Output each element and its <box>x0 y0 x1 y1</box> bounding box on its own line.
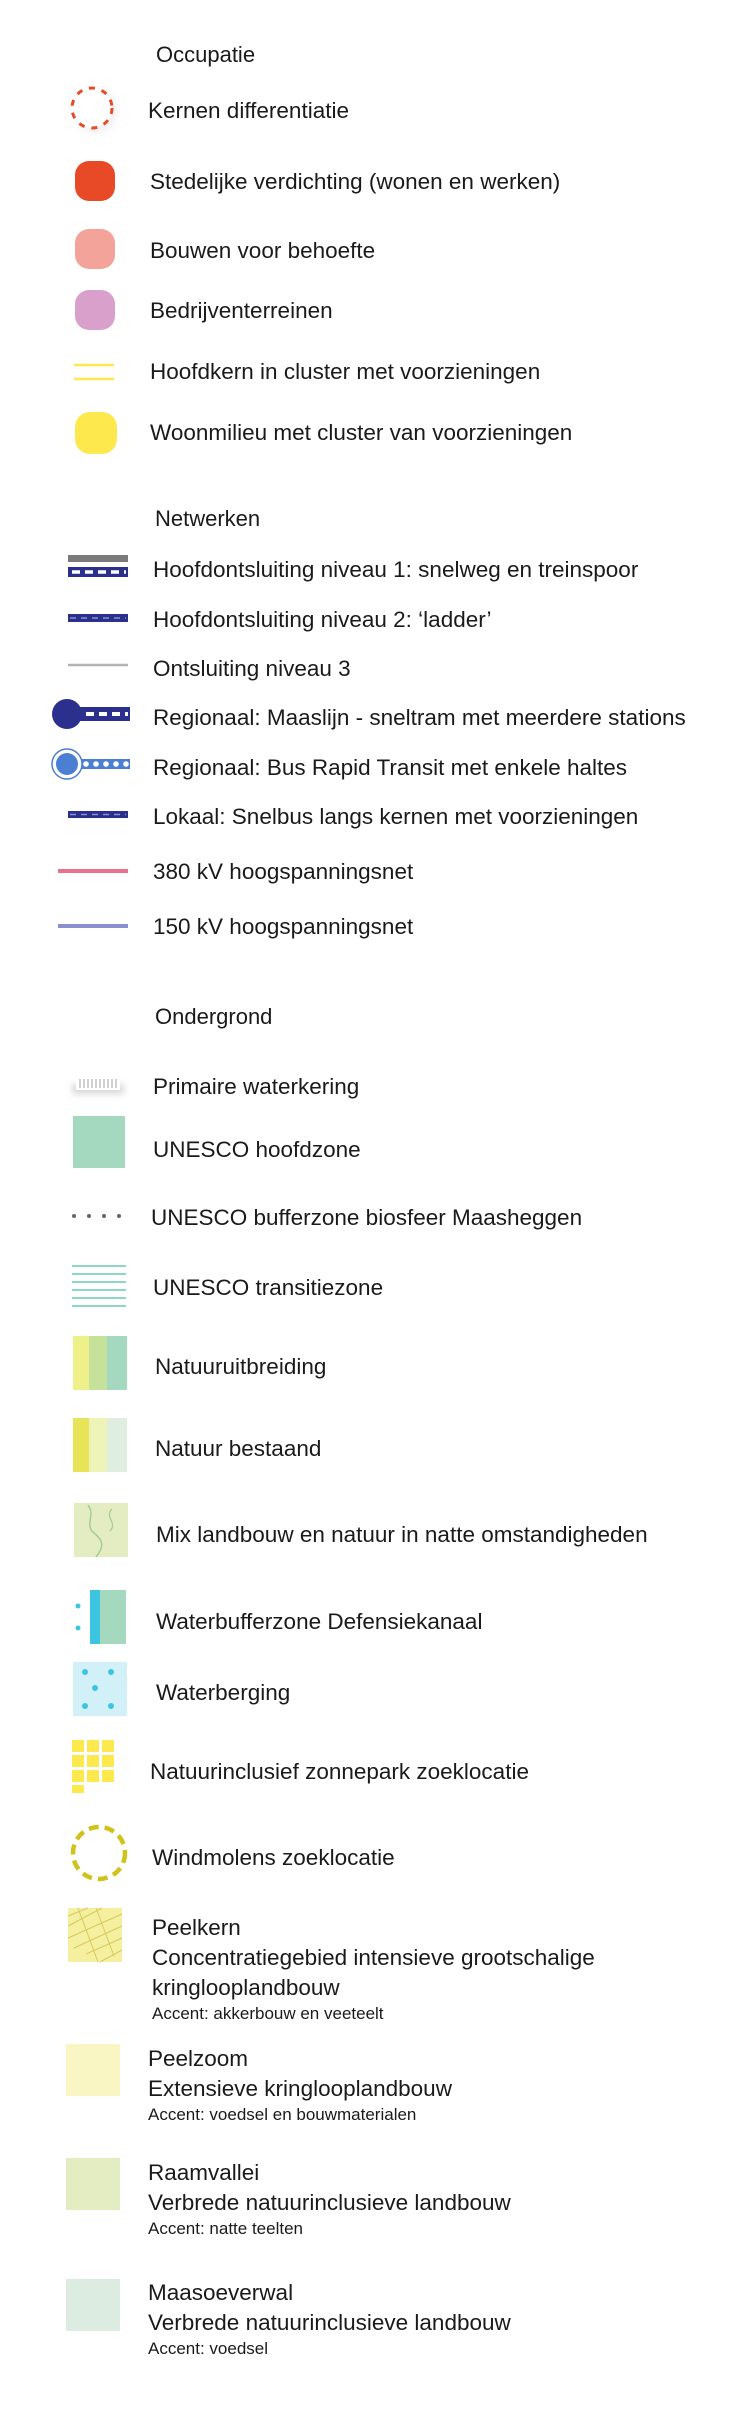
yellow-double-line-icon <box>72 357 116 387</box>
label-waterberging: Waterberging <box>156 1680 291 1705</box>
legend-item-maasoeverwal <box>148 2278 511 2359</box>
label-peelzoom: Peelzoom <box>148 2046 249 2071</box>
legend-item-peelzoom <box>148 2044 452 2125</box>
label-hoofdkern-cluster: Hoofdkern in cluster met voorzieningen <box>150 359 541 384</box>
label-stedelijke-verdichting: Stedelijke verdichting (wonen en werken) <box>150 169 561 194</box>
label-peelkern-line3: kringlooplandbouw <box>152 1974 340 2000</box>
legend-item-peelkern <box>152 1913 595 2024</box>
label-peelkern-accent: Accent: akkerbouw en veeteelt <box>152 2003 384 2023</box>
label-peelzoom-line2: Extensieve kringlooplandbouw <box>148 2075 452 2101</box>
power-380-line-icon <box>56 867 130 875</box>
waterbufferzone-swatch <box>72 1590 130 1644</box>
legend-item-raamvallei <box>148 2158 511 2239</box>
label-raamvallei-line2: Verbrede natuurinclusieve landbouw <box>148 2189 511 2215</box>
salmon-swatch <box>75 229 115 269</box>
dashed-circle-icon <box>64 80 124 140</box>
label-niveau3: Ontsluiting niveau 3 <box>153 656 351 681</box>
label-mix-landbouw: Mix landbouw en natuur in natte omstandigheden <box>156 1522 648 1547</box>
label-unesco-transitiezone: UNESCO transitiezone <box>153 1275 384 1300</box>
solar-park-grid-icon <box>72 1740 126 1794</box>
label-kv380: 380 kV hoogspanningsnet <box>153 859 414 884</box>
purple-swatch <box>75 290 115 330</box>
label-niveau1: Hoofdontsluiting niveau 1: snelweg en treinspoor <box>153 557 639 582</box>
maasoeverwal-swatch <box>66 2279 120 2331</box>
legend-item-kernen-differentiatie <box>148 96 349 125</box>
natuur-bestaand-swatch <box>73 1418 127 1472</box>
ladder-line-icon <box>66 613 130 625</box>
heading-ondergrond: Ondergrond <box>155 1004 273 1029</box>
label-woonmilieu: Woonmilieu met cluster van voorzieningen <box>150 420 573 445</box>
heading-netwerken: Netwerken <box>155 506 261 531</box>
waterberging-swatch <box>73 1662 127 1716</box>
label-maasoeverwal-line2: Verbrede natuurinclusieve landbouw <box>148 2309 511 2335</box>
label-natuur-bestaand: Natuur bestaand <box>155 1436 322 1461</box>
transitiezone-lines-icon <box>72 1262 128 1314</box>
label-natuuruitbreiding: Natuuruitbreiding <box>155 1354 327 1379</box>
snelbus-line-icon <box>66 810 130 820</box>
power-150-line-icon <box>56 922 130 930</box>
label-peelkern-line2: Concentratiegebied intensieve grootschalige <box>152 1944 595 1970</box>
label-kv150: 150 kV hoogspanningsnet <box>153 914 414 939</box>
red-core-swatch <box>75 161 115 201</box>
natuuruitbreiding-swatch <box>73 1336 127 1390</box>
label-maasoeverwal: Maasoeverwal <box>148 2280 294 2305</box>
label-maasoeverwal-accent: Accent: voedsel <box>148 2338 269 2358</box>
raamvallei-swatch <box>66 2158 120 2210</box>
label-zonnepark: Natuurinclusief zonnepark zoeklocatie <box>150 1759 529 1784</box>
label-brt: Regionaal: Bus Rapid Transit met enkele haltes <box>153 755 628 780</box>
heading-occupatie: Occupatie <box>156 42 256 67</box>
highway-rail-icon <box>66 555 130 581</box>
label-bouwen-voor-behoefte: Bouwen voor behoefte <box>150 238 376 263</box>
label-peelkern: Peelkern <box>152 1915 241 1940</box>
tram-station-icon <box>50 697 134 731</box>
label-unesco-bufferzone: UNESCO bufferzone biosfeer Maasheggen <box>151 1205 583 1230</box>
peelzoom-swatch <box>66 2044 120 2096</box>
yellow-swatch <box>75 412 117 454</box>
unesco-hoofdzone-swatch <box>73 1116 125 1168</box>
windmill-dashed-circle-icon <box>68 1822 130 1884</box>
label-niveau2: Hoofdontsluiting niveau 2: ‘ladder’ <box>153 607 492 632</box>
label-kernen-differentiatie: Kernen differentiatie <box>148 98 349 123</box>
label-waterbufferzone: Waterbufferzone Defensiekanaal <box>156 1609 483 1634</box>
grey-line-icon <box>66 662 130 668</box>
label-maaslijn: Regionaal: Maaslijn - sneltram met meerdere stations <box>153 705 686 730</box>
label-snelbus: Lokaal: Snelbus langs kernen met voorzieningen <box>153 804 639 829</box>
label-waterkering: Primaire waterkering <box>153 1074 360 1099</box>
dotted-line-icon <box>70 1212 130 1220</box>
dike-icon <box>64 1068 134 1104</box>
label-raamvallei: Raamvallei <box>148 2160 260 2185</box>
label-raamvallei-accent: Accent: natte teelten <box>148 2218 303 2238</box>
brt-stop-icon <box>50 747 134 781</box>
mix-landbouw-swatch <box>74 1503 128 1557</box>
label-unesco-hoofdzone: UNESCO hoofdzone <box>153 1137 361 1162</box>
label-windmolens: Windmolens zoeklocatie <box>152 1845 395 1870</box>
peelkern-hatch-swatch <box>68 1908 122 1962</box>
label-bedrijventerreinen: Bedrijventerreinen <box>150 298 333 323</box>
label-peelzoom-accent: Accent: voedsel en bouwmaterialen <box>148 2104 417 2124</box>
